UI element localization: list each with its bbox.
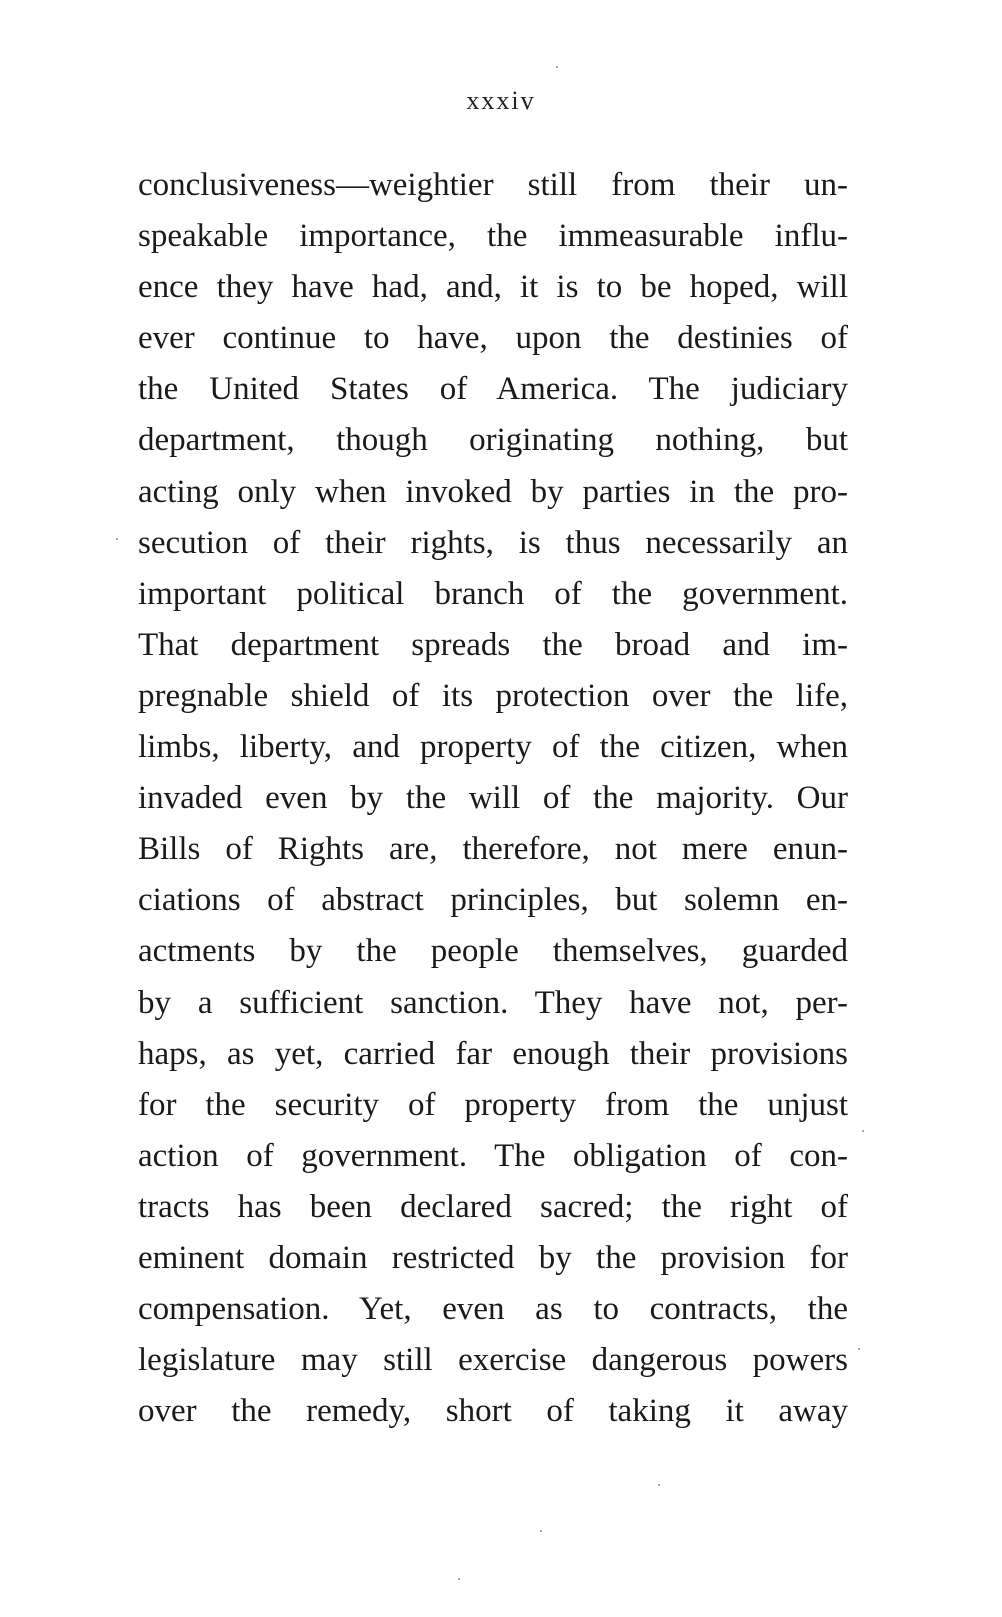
text-line: ence they have had, and, it is to be hoped, will: [138, 269, 848, 306]
text-line: invaded even by the will of the majority. Our: [138, 780, 848, 817]
scan-speck: [458, 1578, 460, 1580]
text-line: department, though originating nothing, but: [138, 422, 848, 459]
scan-speck: [658, 1484, 660, 1486]
text-line: ciations of abstract principles, but solemn en-: [138, 882, 848, 919]
scan-speck: [858, 1348, 860, 1350]
text-line: acting only when invoked by parties in the pro-: [138, 473, 848, 510]
text-line: tracts has been declared sacred; the right of: [138, 1188, 848, 1225]
text-line: pregnable shield of its protection over the life,: [138, 677, 848, 714]
text-line: action of government. The obligation of con-: [138, 1137, 848, 1174]
body-text: [138, 160, 848, 1437]
text-line: speakable importance, the immeasurable influ-: [138, 218, 848, 255]
text-line: important political branch of the government.: [138, 575, 848, 612]
text-line: Bills of Rights are, therefore, not mere enun-: [138, 831, 848, 868]
text-line: haps, as yet, carried far enough their provisions: [138, 1035, 848, 1072]
scan-speck: [540, 1530, 542, 1532]
text-line: limbs, liberty, and property of the citizen, when: [138, 729, 848, 766]
text-line: legislature may still exercise dangerous powers: [138, 1342, 848, 1379]
text-line: compensation. Yet, even as to contracts, the: [138, 1291, 848, 1328]
text-line: for the security of property from the unjust: [138, 1086, 848, 1123]
page-number: xxxiv: [466, 86, 536, 115]
text-line: conclusiveness—weightier still from their un-: [138, 167, 848, 203]
text-line: That department spreads the broad and im-: [138, 626, 848, 663]
text-line: secution of their rights, is thus necessarily an: [138, 524, 848, 561]
text-line: the United States of America. The judiciary: [138, 371, 848, 408]
text-line: by a sufficient sanction. They have not, per-: [138, 984, 848, 1021]
scan-speck: [556, 66, 558, 68]
text-line: ever continue to have, upon the destinies of: [138, 320, 848, 357]
scan-speck: [862, 1130, 864, 1132]
text-line: actments by the people themselves, guarded: [138, 933, 848, 970]
text-line: eminent domain restricted by the provision for: [138, 1239, 848, 1276]
scan-speck: [116, 538, 118, 540]
text-line: over the remedy, short of taking it away: [138, 1393, 848, 1430]
